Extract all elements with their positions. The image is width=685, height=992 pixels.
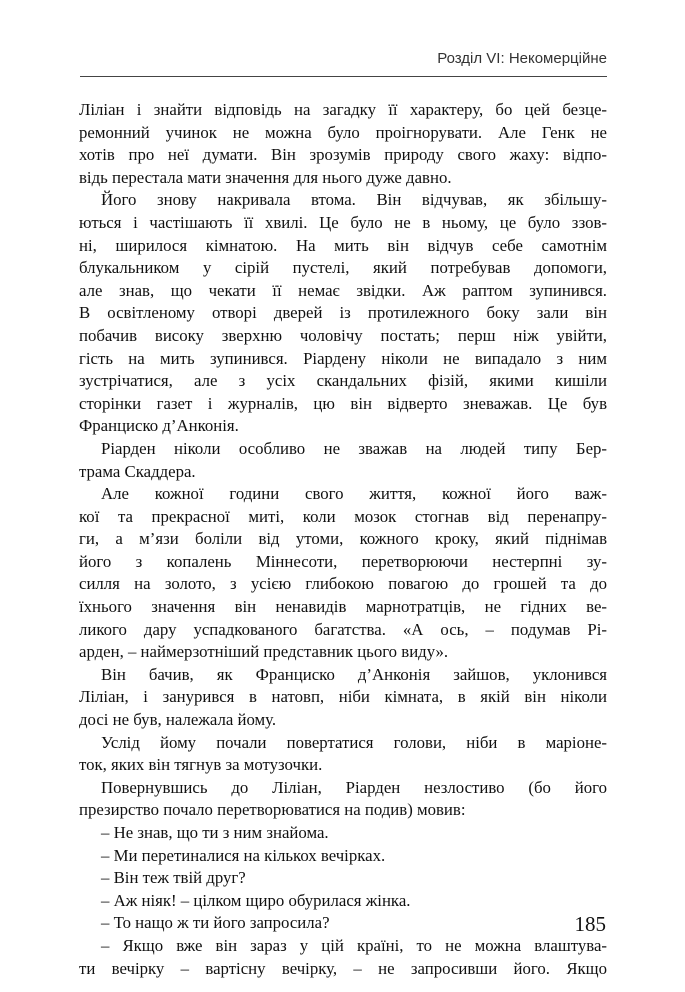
text-line: Але кожної години свого життя, кожної його важ-: [101, 484, 607, 504]
text-line: Ліліан і знайти відповідь на загадку її характеру, бо цей безце-: [79, 100, 607, 119]
text-line: Услід йому почали повертатися голови, ніби в маріоне-: [101, 732, 607, 752]
text-line: ликого дару успадкованого багатства. «А ось, – подумав Рі-: [79, 619, 607, 639]
text-line: ги, а м’язи боліли від утоми, кожного кроку, який піднімав: [79, 529, 607, 549]
text-line: їхнього значення він ненавидів марнотратців, не гідних ве-: [79, 597, 607, 617]
text-line: трама Скаддера.: [79, 461, 196, 481]
text-line: – Він теж твій друг?: [101, 868, 246, 888]
text-line: ток, яких він тягнув за мотузочки.: [79, 755, 323, 775]
text-line: зустрічатися, але з усіх скандальних фізій, якими кишіли: [79, 371, 607, 391]
text-line: досі не був, належала йому.: [79, 710, 277, 730]
text-line: гість на мить зупинився. Ріардену ніколи не випадало з ним: [79, 348, 607, 368]
text-line: презирство почало перетворюватися на подив) мовив:: [79, 800, 466, 820]
text-line: блукальником у сірій пустелі, який потребував допомоги,: [79, 258, 607, 278]
text-line: – Не знав, що ти з ним знайома.: [101, 823, 329, 842]
text-line: Його знову накривала втома. Він відчував, як збільшу-: [101, 190, 607, 210]
text-line: його з копалень Міннесоти, перетворюючи нестерпні зу-: [79, 551, 607, 571]
text-line: Повернувшись до Ліліан, Ріарден незлостиво (бо його: [101, 777, 607, 797]
text-line: – Аж ніяк! – цілком щиро обурилася жінка.: [101, 890, 411, 910]
running-head: Розділ VI: Некомерційне: [437, 50, 607, 67]
text-line: – Якщо вже він зараз у цій країні, то не можна влаштува-: [101, 935, 607, 955]
text-line: ремонний учинок не можна було проігнорувати. Але Генк не: [79, 122, 607, 142]
text-line: ти вечірку – вартісну вечірку, – не запросивши його. Якщо: [79, 958, 607, 978]
body-text: [79, 99, 607, 980]
text-line: побачив високу зверхню чоловічу постать; перш ніж увійти,: [79, 325, 607, 345]
text-line: сторінки газет і журналів, цю він відверто зневажав. Це був: [79, 393, 607, 413]
text-line: Ріарден ніколи особливо не зважав на людей типу Бер-: [101, 438, 607, 458]
text-line: – Ми перетиналися на кількох вечірках.: [101, 845, 386, 865]
text-line: ні, ширилося кімнатою. На мить він відчув себе самотнім: [79, 235, 607, 255]
text-line: Франциско д’Анконія.: [79, 416, 239, 436]
page-number: 185: [574, 912, 606, 936]
text-line: хотів про неї думати. Він зрозумів природу свого жаху: відпо-: [79, 145, 607, 165]
text-line: відь перестала мати значення для нього дуже давно.: [79, 167, 452, 187]
text-line: силля на золото, з усією глибокою повагою до грошей та до: [79, 574, 607, 594]
text-line: арден, – наймерзотніший представник цього виду».: [79, 642, 449, 662]
header-rule: [80, 76, 607, 77]
text-line: – То нащо ж ти його запросила?: [101, 913, 330, 933]
text-line: ються і частішають її хвилі. Це було не в ньому, це було ззов-: [79, 212, 607, 232]
text-line: Він бачив, як Франциско д’Анконія зайшов, уклонився: [101, 664, 607, 684]
text-line: В освітленому отворі дверей із протилежного боку зали він: [79, 303, 607, 323]
text-line: але знав, що чекати її немає звідки. Аж раптом зупинився.: [79, 280, 607, 300]
text-line: кої та прекрасної миті, коли мозок стогнав від перенапру-: [79, 506, 607, 526]
text-line: Ліліан, і занурився в натовп, ніби кімната, в якій він ніколи: [79, 687, 607, 707]
